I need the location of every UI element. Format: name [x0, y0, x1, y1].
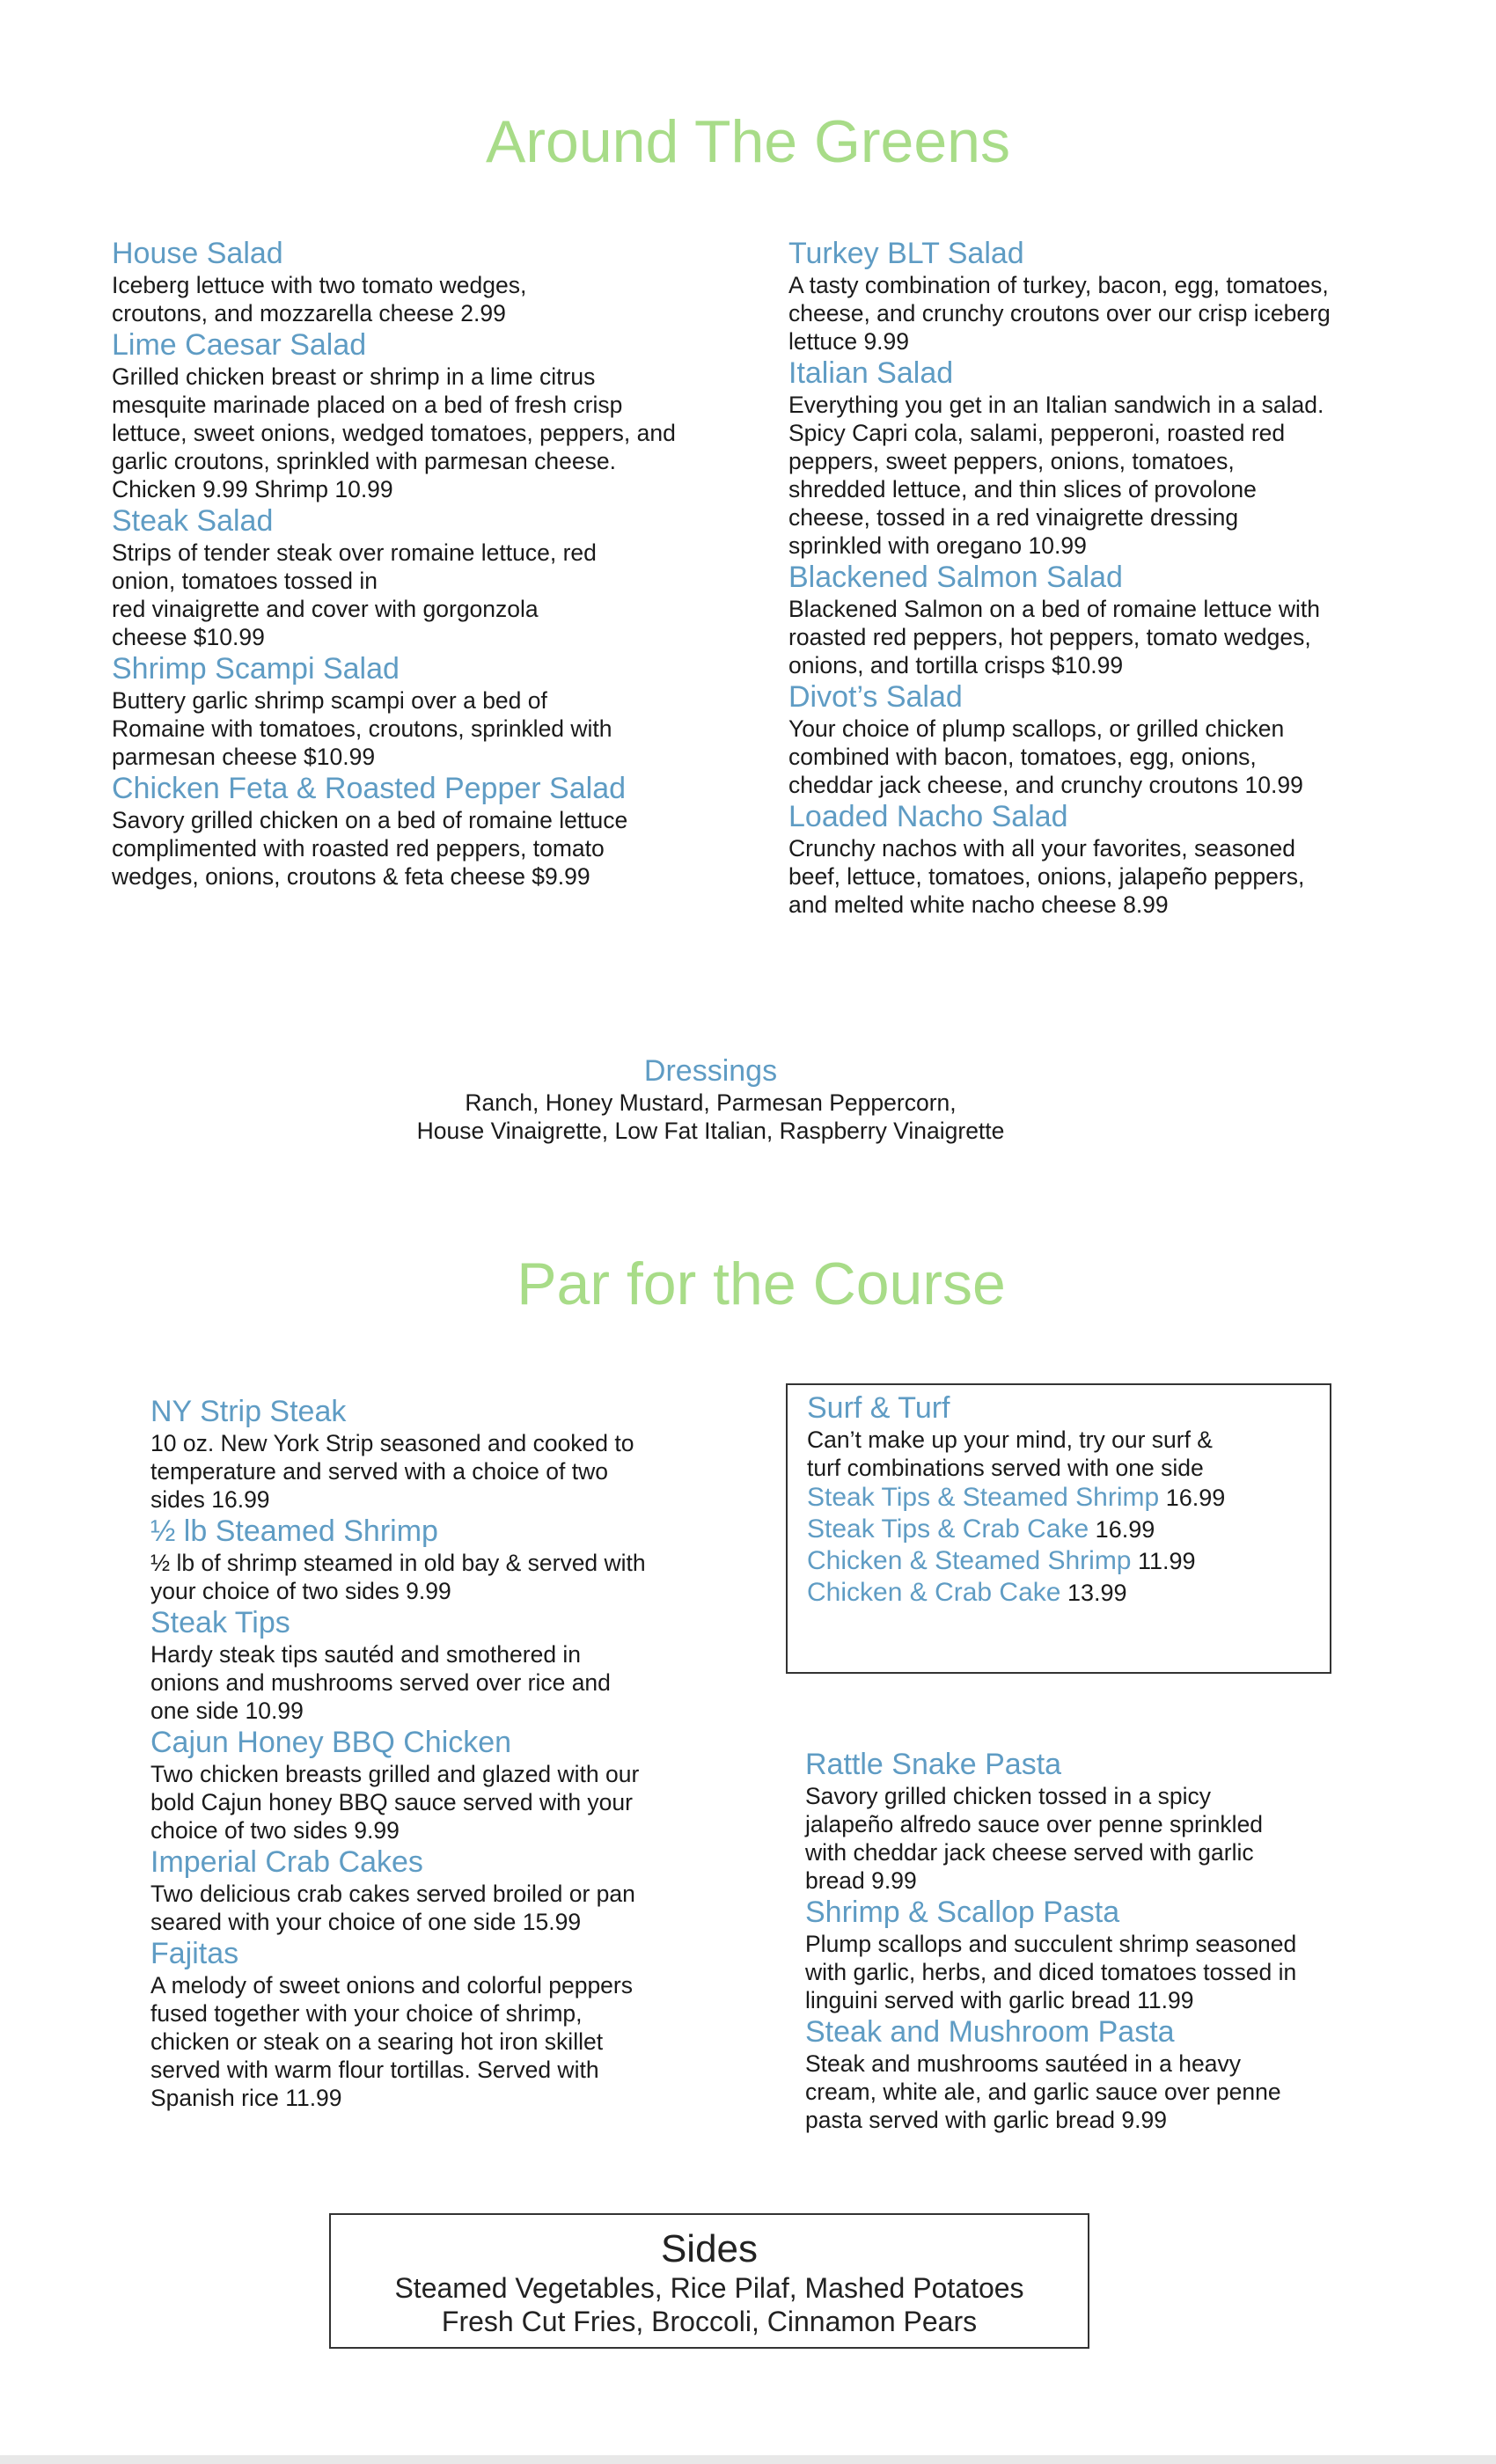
- item-description: wedges, onions, croutons & feta cheese $9.99: [112, 863, 590, 890]
- item-description: jalapeño alfredo sauce over penne sprinkled: [805, 1811, 1264, 1837]
- item-description: choice of two sides 9.99: [150, 1817, 400, 1844]
- item-description: served with warm flour tortillas. Served with: [150, 2057, 599, 2083]
- combo-price: 11.99: [1138, 1548, 1196, 1574]
- dressings-line: House Vinaigrette, Low Fat Italian, Raspberry Vinaigrette: [416, 1118, 1005, 1144]
- sides-title: Sides: [660, 2227, 759, 2270]
- item-name: Imperial Crab Cakes: [150, 1845, 423, 1879]
- item-description: complimented with roasted red peppers, tomato: [112, 835, 605, 862]
- item-name: Loaded Nacho Salad: [788, 800, 1068, 833]
- item-description: sprinkled with oregano 10.99: [788, 532, 1087, 559]
- pasta-list: [805, 1747, 1439, 2134]
- item-description: Two chicken breasts grilled and glazed with our: [150, 1761, 640, 1787]
- combo-item: [807, 1514, 1326, 1545]
- item-name: Rattle Snake Pasta: [805, 1748, 1062, 1781]
- item-description: Iceberg lettuce with two tomato wedges,: [112, 272, 527, 298]
- item-description: garlic croutons, sprinkled with parmesan cheese.: [112, 448, 616, 474]
- menu-item: [788, 560, 1422, 679]
- surf-turf-box: [786, 1383, 1331, 1674]
- item-name: Italian Salad: [788, 356, 954, 390]
- combo-name: Steak Tips & Steamed Shrimp: [807, 1483, 1160, 1512]
- item-name: Turkey BLT Salad: [788, 237, 1024, 270]
- menu-item: [788, 236, 1422, 356]
- item-name: Fajitas: [150, 1937, 239, 1970]
- item-description: turf combinations served with one side: [807, 1455, 1204, 1481]
- item-description: combined with bacon, tomatoes, egg, onions,: [788, 744, 1257, 770]
- menu-item: [788, 356, 1422, 560]
- item-description: pasta served with garlic bread 9.99: [805, 2107, 1167, 2133]
- item-name: Steak and Mushroom Pasta: [805, 2015, 1175, 2049]
- item-description: cheddar jack cheese, and crunchy croutons 10.99: [788, 772, 1303, 798]
- page-edge: [0, 2455, 1496, 2464]
- sides-line: Steamed Vegetables, Rice Pilaf, Mashed Potatoes: [394, 2272, 1024, 2304]
- item-description: Buttery garlic shrimp scampi over a bed of: [112, 687, 547, 714]
- item-description: Hardy steak tips sautéd and smothered in: [150, 1641, 582, 1668]
- item-description: your choice of two sides 9.99: [150, 1578, 451, 1604]
- item-description: beef, lettuce, tomatoes, onions, jalapeño peppers,: [788, 863, 1305, 890]
- item-name: Divot’s Salad: [788, 680, 963, 714]
- item-description: A melody of sweet onions and colorful peppers: [150, 1972, 633, 1998]
- item-name: Blackened Salmon Salad: [788, 561, 1123, 594]
- menu-item: [112, 771, 728, 891]
- combo-item: [807, 1577, 1326, 1609]
- item-description: Spanish rice 11.99: [150, 2085, 342, 2111]
- menu-item: [788, 679, 1422, 799]
- menu-item: [150, 1605, 766, 1725]
- item-description: Two delicious crab cakes served broiled or pan: [150, 1881, 635, 1907]
- item-name: House Salad: [112, 237, 283, 270]
- item-description: shredded lettuce, and thin slices of provolone: [788, 476, 1257, 502]
- menu-item: [112, 503, 728, 651]
- combo-name: Steak Tips & Crab Cake: [807, 1514, 1089, 1544]
- section-title-course: Par for the Course: [517, 1250, 1006, 1317]
- item-description: Can’t make up your mind, try our surf &: [807, 1426, 1213, 1453]
- item-description: Blackened Salmon on a bed of romaine lettuce with: [788, 596, 1320, 622]
- combo-price: 16.99: [1095, 1516, 1155, 1543]
- item-description: roasted red peppers, hot peppers, tomato wedges,: [788, 624, 1311, 650]
- item-description: seared with your choice of one side 15.99: [150, 1909, 582, 1935]
- item-description: with cheddar jack cheese served with garlic: [805, 1839, 1254, 1866]
- item-description: cheese, and crunchy croutons over our crisp iceberg: [788, 300, 1331, 326]
- item-description: and melted white nacho cheese 8.99: [788, 891, 1169, 918]
- salad-list-right: [788, 236, 1422, 919]
- sides-line: Fresh Cut Fries, Broccoli, Cinnamon Pears: [441, 2306, 978, 2337]
- item-description: onion, tomatoes tossed in: [112, 568, 378, 594]
- item-description: bold Cajun honey BBQ sauce served with your: [150, 1789, 633, 1815]
- item-name: Steak Salad: [112, 504, 274, 538]
- item-description: Steak and mushrooms sautéed in a heavy: [805, 2050, 1241, 2077]
- menu-item: [112, 327, 728, 503]
- menu-item: [788, 799, 1422, 919]
- combo-item: [807, 1545, 1326, 1577]
- combo-price: 16.99: [1165, 1485, 1226, 1511]
- menu-item: [150, 1394, 766, 1514]
- dressings-block: [0, 1053, 1421, 1145]
- item-description: chicken or steak on a searing hot iron skillet: [150, 2028, 604, 2055]
- item-description: Everything you get in an Italian sandwich in a salad.: [788, 392, 1324, 418]
- item-description: cream, white ale, and garlic sauce over penne: [805, 2079, 1281, 2105]
- menu-item: [150, 1514, 766, 1605]
- item-name: NY Strip Steak: [150, 1395, 347, 1428]
- item-description: linguini served with garlic bread 11.99: [805, 1987, 1194, 2013]
- item-description: Spicy Capri cola, salami, pepperoni, roasted red: [788, 420, 1286, 446]
- item-description: Plump scallops and succulent shrimp seasoned: [805, 1931, 1297, 1957]
- dressings-line: Ranch, Honey Mustard, Parmesan Peppercorn,: [465, 1089, 957, 1116]
- salad-list-left: [112, 236, 728, 891]
- item-name: Chicken Feta & Roasted Pepper Salad: [112, 772, 627, 805]
- combo-name: Chicken & Crab Cake: [807, 1578, 1061, 1607]
- item-description: with garlic, herbs, and diced tomatoes tossed in: [805, 1959, 1297, 1985]
- item-description: red vinaigrette and cover with gorgonzola: [112, 596, 539, 622]
- combo-price: 13.99: [1067, 1580, 1127, 1606]
- item-description: 10 oz. New York Strip seasoned and cooked to: [150, 1430, 634, 1456]
- item-description: temperature and served with a choice of two: [150, 1458, 608, 1485]
- item-name: Steak Tips: [150, 1606, 290, 1639]
- menu-item: [150, 1936, 766, 2112]
- item-description: lettuce 9.99: [788, 328, 910, 355]
- item-description: one side 10.99: [150, 1698, 304, 1724]
- menu-item: [805, 2014, 1439, 2134]
- item-description: fused together with your choice of shrimp,: [150, 2000, 583, 2027]
- surf-turf-title: Surf & Turf: [807, 1391, 950, 1425]
- item-description: Crunchy nachos with all your favorites, seasoned: [788, 835, 1295, 862]
- item-description: peppers, sweet peppers, onions, tomatoes,: [788, 448, 1235, 474]
- item-description: Grilled chicken breast or shrimp in a lime citrus: [112, 363, 596, 390]
- item-name: Shrimp & Scallop Pasta: [805, 1896, 1120, 1929]
- item-description: Savory grilled chicken on a bed of romaine lettuce: [112, 807, 628, 833]
- item-description: cheese, tossed in a red vinaigrette dressing: [788, 504, 1239, 531]
- item-name: Shrimp Scampi Salad: [112, 652, 400, 686]
- section-title-greens: Around The Greens: [486, 108, 1010, 175]
- sides-box: [329, 2213, 1089, 2349]
- item-name: Lime Caesar Salad: [112, 328, 367, 362]
- dressings-title: Dressings: [643, 1054, 778, 1088]
- item-description: Romaine with tomatoes, croutons, sprinkled with: [112, 715, 612, 742]
- item-description: cheese $10.99: [112, 624, 265, 650]
- item-name: ½ lb Steamed Shrimp: [150, 1514, 438, 1548]
- item-description: Strips of tender steak over romaine lettuce, red: [112, 539, 597, 566]
- item-description: Your choice of plump scallops, or grilled chicken: [788, 715, 1285, 742]
- menu-item: [112, 236, 728, 327]
- item-description: A tasty combination of turkey, bacon, egg, tomatoes,: [788, 272, 1329, 298]
- item-description: onions and mushrooms served over rice and: [150, 1669, 611, 1696]
- menu-item: [150, 1844, 766, 1936]
- item-description: Savory grilled chicken tossed in a spicy: [805, 1783, 1212, 1809]
- entree-list: [150, 1394, 766, 2112]
- item-name: Cajun Honey BBQ Chicken: [150, 1726, 512, 1759]
- combo-name: Chicken & Steamed Shrimp: [807, 1546, 1132, 1575]
- combo-list: [807, 1482, 1326, 1609]
- menu-item: [805, 1895, 1439, 2014]
- menu-item: [112, 651, 728, 771]
- item-description: sides 16.99: [150, 1486, 270, 1513]
- item-description: Chicken 9.99 Shrimp 10.99: [112, 476, 393, 502]
- item-description: lettuce, sweet onions, wedged tomatoes, peppers, and: [112, 420, 676, 446]
- item-description: croutons, and mozzarella cheese 2.99: [112, 300, 506, 326]
- item-description: onions, and tortilla crisps $10.99: [788, 652, 1124, 678]
- item-description: mesquite marinade placed on a bed of fresh crisp: [112, 392, 623, 418]
- item-description: ½ lb of shrimp steamed in old bay & served with: [150, 1550, 646, 1576]
- menu-item: [805, 1747, 1439, 1895]
- menu-item: [150, 1725, 766, 1844]
- item-description: parmesan cheese $10.99: [112, 744, 376, 770]
- item-description: bread 9.99: [805, 1867, 917, 1894]
- combo-item: [807, 1482, 1326, 1514]
